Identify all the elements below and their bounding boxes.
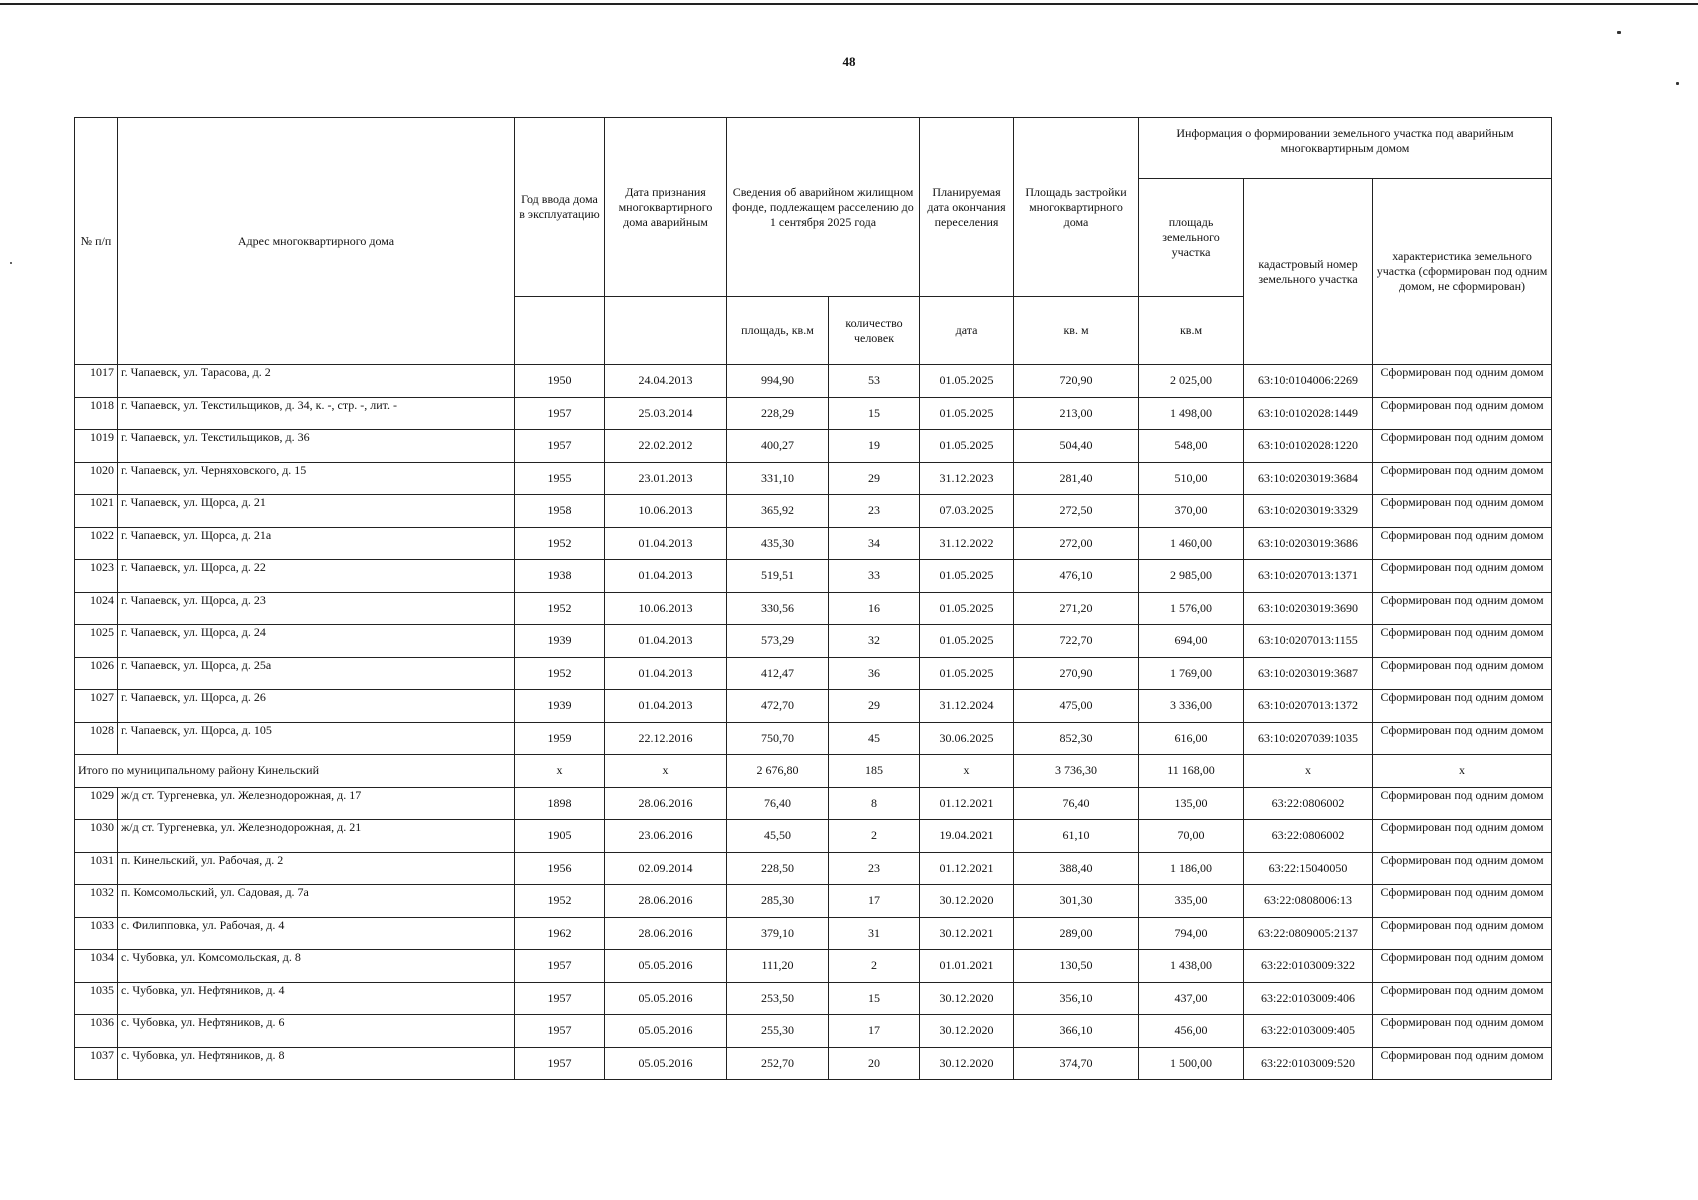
row-build-area: 388,40 [1014,852,1139,885]
row-address: г. Чапаевск, ул. Черняховского, д. 15 [118,462,515,495]
table-row [75,852,1552,885]
row-land-char: Сформирован под одним домом [1373,1015,1552,1048]
row-cadastral: 63:22:0103009:405 [1244,1015,1373,1048]
row-planned-date: 31.12.2024 [920,690,1014,723]
row-land-char: Сформирован под одним домом [1373,950,1552,983]
row-planned-date: 01.05.2025 [920,560,1014,593]
row-year: 1957 [515,430,605,463]
row-area: 253,50 [727,982,829,1015]
top-border-line [0,3,1698,5]
row-land-area: 70,00 [1139,820,1244,853]
row-address: ж/д ст. Тургеневка, ул. Железнодорожная, д. 17 [118,787,515,820]
row-cadastral: 63:10:0207013:1371 [1244,560,1373,593]
table-row [75,722,1552,755]
row-address: г. Чапаевск, ул. Текстильщиков, д. 34, к. -, стр. -, лит. - [118,397,515,430]
row-people: 15 [829,397,920,430]
scan-speck [1617,31,1621,34]
row-land-char: Сформирован под одним домом [1373,1047,1552,1080]
header-row [75,118,1552,179]
row-land-area: 135,00 [1139,787,1244,820]
table-row [75,950,1552,983]
row-address: с. Чубовка, ул. Нефтяников, д. 8 [118,1047,515,1080]
table-row [75,787,1552,820]
row-year: 1952 [515,592,605,625]
row-land-char: Сформирован под одним домом [1373,885,1552,918]
row-area: 228,50 [727,852,829,885]
row-address: с. Чубовка, ул. Нефтяников, д. 6 [118,1015,515,1048]
header-fund: Сведения об аварийном жилищном фонде, подлежащем расселению до 1 сентября 2025 года [727,118,920,297]
row-planned-date: 30.12.2020 [920,885,1014,918]
row-land-area: 370,00 [1139,495,1244,528]
row-year: 1939 [515,690,605,723]
table-row [75,1047,1552,1080]
row-cadastral: 63:22:0809005:2137 [1244,917,1373,950]
row-year: 1905 [515,820,605,853]
row-planned-date: 01.12.2021 [920,787,1014,820]
header-planned-date: Планируемая дата окончания переселения [920,118,1014,297]
row-cadastral: 63:10:0104006:2269 [1244,365,1373,398]
row-planned-date: 01.05.2025 [920,365,1014,398]
row-number: 1022 [75,527,118,560]
row-number: 1037 [75,1047,118,1080]
row-planned-date: 30.12.2020 [920,1047,1014,1080]
row-address: г. Чапаевск, ул. Щорса, д. 21 [118,495,515,528]
row-build-area: 366,10 [1014,1015,1139,1048]
row-address: г. Чапаевск, ул. Щорса, д. 22 [118,560,515,593]
row-people: 23 [829,495,920,528]
row-build-area: 475,00 [1014,690,1139,723]
row-number: 1036 [75,1015,118,1048]
row-land-area: 437,00 [1139,982,1244,1015]
row-area: 519,51 [727,560,829,593]
row-area: 228,29 [727,397,829,430]
row-land-char: Сформирован под одним домом [1373,365,1552,398]
row-number: 1023 [75,560,118,593]
header-sub-people: количество человек [829,297,920,365]
row-land-area: 794,00 [1139,917,1244,950]
row-people: 45 [829,722,920,755]
row-year: 1957 [515,982,605,1015]
row-number: 1035 [75,982,118,1015]
row-build-area: 213,00 [1014,397,1139,430]
page-number: 48 [842,54,856,69]
row-land-char: Сформирован под одним домом [1373,690,1552,723]
row-land-area: 1 769,00 [1139,657,1244,690]
total-people: 185 [829,755,920,788]
row-land-char: Сформирован под одним домом [1373,495,1552,528]
row-address: п. Комсомольский, ул. Садовая, д. 7а [118,885,515,918]
row-area: 472,70 [727,690,829,723]
row-date-recognized: 02.09.2014 [605,852,727,885]
table-body-kinelsky [75,787,1552,1080]
row-planned-date: 01.05.2025 [920,397,1014,430]
table-row [75,657,1552,690]
row-date-recognized: 01.04.2013 [605,690,727,723]
row-land-area: 1 438,00 [1139,950,1244,983]
row-cadastral: 63:10:0207013:1372 [1244,690,1373,723]
row-date-recognized: 01.04.2013 [605,560,727,593]
row-build-area: 722,70 [1014,625,1139,658]
row-land-area: 1 576,00 [1139,592,1244,625]
header-land-area: площадь земельного участка [1139,179,1244,297]
row-address: п. Кинельский, ул. Рабочая, д. 2 [118,852,515,885]
row-land-char: Сформирован под одним домом [1373,657,1552,690]
total-area: 2 676,80 [727,755,829,788]
row-land-area: 548,00 [1139,430,1244,463]
total-plan: x [920,755,1014,788]
row-land-area: 456,00 [1139,1015,1244,1048]
row-year: 1952 [515,885,605,918]
row-planned-date: 31.12.2023 [920,462,1014,495]
row-area: 400,27 [727,430,829,463]
header-sub-date: дата [920,297,1014,365]
row-date-recognized: 23.06.2016 [605,820,727,853]
row-number: 1030 [75,820,118,853]
total-date: x [605,755,727,788]
table-row [75,592,1552,625]
row-build-area: 720,90 [1014,365,1139,398]
table-row [75,430,1552,463]
row-cadastral: 63:22:0103009:520 [1244,1047,1373,1080]
row-number: 1028 [75,722,118,755]
row-area: 111,20 [727,950,829,983]
row-date-recognized: 05.05.2016 [605,1047,727,1080]
row-land-char: Сформирован под одним домом [1373,787,1552,820]
row-people: 17 [829,885,920,918]
row-date-recognized: 10.06.2013 [605,592,727,625]
scan-speck [10,262,12,264]
row-planned-date: 01.05.2025 [920,430,1014,463]
row-people: 8 [829,787,920,820]
row-planned-date: 01.05.2025 [920,657,1014,690]
table-row [75,527,1552,560]
row-cadastral: 63:10:0207039:1035 [1244,722,1373,755]
header-sub-land-unit: кв.м [1139,297,1244,365]
row-cadastral: 63:22:0103009:406 [1244,982,1373,1015]
row-year: 1959 [515,722,605,755]
total-label: Итого по муниципальному району Кинельский [75,755,515,788]
row-year: 1957 [515,397,605,430]
row-year: 1898 [515,787,605,820]
row-people: 34 [829,527,920,560]
row-planned-date: 30.12.2020 [920,1015,1014,1048]
row-number: 1026 [75,657,118,690]
row-cadastral: 63:22:0806002 [1244,820,1373,853]
row-address: г. Чапаевск, ул. Тарасова, д. 2 [118,365,515,398]
header-sub-area: площадь, кв.м [727,297,829,365]
row-people: 36 [829,657,920,690]
row-date-recognized: 28.06.2016 [605,787,727,820]
total-land: 11 168,00 [1139,755,1244,788]
row-people: 15 [829,982,920,1015]
row-year: 1952 [515,527,605,560]
row-build-area: 281,40 [1014,462,1139,495]
row-year: 1938 [515,560,605,593]
table-total [75,755,1552,788]
row-year: 1962 [515,917,605,950]
row-cadastral: 63:10:0203019:3690 [1244,592,1373,625]
row-build-area: 289,00 [1014,917,1139,950]
row-year: 1952 [515,657,605,690]
table-row [75,365,1552,398]
row-cadastral: 63:10:0102028:1220 [1244,430,1373,463]
row-address: г. Чапаевск, ул. Щорса, д. 24 [118,625,515,658]
row-number: 1034 [75,950,118,983]
row-date-recognized: 01.04.2013 [605,625,727,658]
row-address: ж/д ст. Тургеневка, ул. Железнодорожная, д. 21 [118,820,515,853]
table-row [75,1015,1552,1048]
row-build-area: 301,30 [1014,885,1139,918]
row-land-char: Сформирован под одним домом [1373,820,1552,853]
row-area: 285,30 [727,885,829,918]
row-land-char: Сформирован под одним домом [1373,560,1552,593]
row-year: 1958 [515,495,605,528]
row-land-char: Сформирован под одним домом [1373,527,1552,560]
row-address: г. Чапаевск, ул. Щорса, д. 25а [118,657,515,690]
row-people: 32 [829,625,920,658]
row-land-char: Сформирован под одним домом [1373,462,1552,495]
row-land-area: 3 336,00 [1139,690,1244,723]
row-land-area: 510,00 [1139,462,1244,495]
row-land-char: Сформирован под одним домом [1373,917,1552,950]
row-area: 330,56 [727,592,829,625]
row-number: 1027 [75,690,118,723]
row-cadastral: 63:10:0203019:3686 [1244,527,1373,560]
row-address: г. Чапаевск, ул. Текстильщиков, д. 36 [118,430,515,463]
row-land-char: Сформирован под одним домом [1373,852,1552,885]
row-number: 1021 [75,495,118,528]
table-row [75,690,1552,723]
row-number: 1031 [75,852,118,885]
row-cadastral: 63:10:0203019:3684 [1244,462,1373,495]
row-cadastral: 63:22:0806002 [1244,787,1373,820]
row-area: 331,10 [727,462,829,495]
row-date-recognized: 05.05.2016 [605,1015,727,1048]
row-year: 1956 [515,852,605,885]
row-address: с. Чубовка, ул. Нефтяников, д. 4 [118,982,515,1015]
total-build: 3 736,30 [1014,755,1139,788]
row-area: 365,92 [727,495,829,528]
row-date-recognized: 05.05.2016 [605,950,727,983]
row-address: с. Чубовка, ул. Комсомольская, д. 8 [118,950,515,983]
row-address: с. Филипповка, ул. Рабочая, д. 4 [118,917,515,950]
row-land-area: 616,00 [1139,722,1244,755]
row-planned-date: 30.06.2025 [920,722,1014,755]
row-people: 31 [829,917,920,950]
row-number: 1029 [75,787,118,820]
row-cadastral: 63:10:0102028:1449 [1244,397,1373,430]
row-cadastral: 63:22:0808006:13 [1244,885,1373,918]
scan-speck [1676,82,1679,85]
row-people: 19 [829,430,920,463]
row-date-recognized: 01.04.2013 [605,657,727,690]
row-build-area: 130,50 [1014,950,1139,983]
row-address: г. Чапаевск, ул. Щорса, д. 105 [118,722,515,755]
housing-register-table [74,117,1552,1080]
header-land-info: Информация о формировании земельного участка под аварийным многоквартирным домом [1139,118,1552,179]
row-planned-date: 01.05.2025 [920,625,1014,658]
total-row [75,755,1552,788]
row-planned-date: 01.01.2021 [920,950,1014,983]
row-area: 379,10 [727,917,829,950]
row-cadastral: 63:22:15040050 [1244,852,1373,885]
row-build-area: 271,20 [1014,592,1139,625]
row-cadastral: 63:10:0203019:3687 [1244,657,1373,690]
row-address: г. Чапаевск, ул. Щорса, д. 21а [118,527,515,560]
table-row [75,982,1552,1015]
row-land-area: 1 186,00 [1139,852,1244,885]
table-body-chapaevsk [75,365,1552,755]
row-people: 23 [829,852,920,885]
row-land-area: 1 460,00 [1139,527,1244,560]
row-area: 573,29 [727,625,829,658]
total-char: x [1373,755,1552,788]
header-date-recognized: Дата признания многоквартирного дома аварийным [605,118,727,297]
table-row [75,397,1552,430]
row-land-area: 694,00 [1139,625,1244,658]
row-number: 1017 [75,365,118,398]
row-cadastral: 63:22:0103009:322 [1244,950,1373,983]
row-area: 45,50 [727,820,829,853]
row-planned-date: 01.12.2021 [920,852,1014,885]
row-land-char: Сформирован под одним домом [1373,722,1552,755]
row-land-char: Сформирован под одним домом [1373,625,1552,658]
row-build-area: 356,10 [1014,982,1139,1015]
row-address: г. Чапаевск, ул. Щорса, д. 26 [118,690,515,723]
row-number: 1020 [75,462,118,495]
table-row [75,625,1552,658]
row-number: 1033 [75,917,118,950]
row-year: 1957 [515,950,605,983]
row-build-area: 374,70 [1014,1047,1139,1080]
table-row [75,820,1552,853]
row-build-area: 61,10 [1014,820,1139,853]
row-land-area: 1 498,00 [1139,397,1244,430]
header-sub-build-unit: кв. м [1014,297,1139,365]
total-cad: x [1244,755,1373,788]
row-year: 1957 [515,1047,605,1080]
row-cadastral: 63:10:0203019:3329 [1244,495,1373,528]
row-area: 750,70 [727,722,829,755]
row-date-recognized: 10.06.2013 [605,495,727,528]
header-build-area: Площадь застройки многоквартирного дома [1014,118,1139,297]
row-people: 29 [829,690,920,723]
table-row [75,885,1552,918]
row-people: 53 [829,365,920,398]
row-build-area: 504,40 [1014,430,1139,463]
row-area: 252,70 [727,1047,829,1080]
row-build-area: 852,30 [1014,722,1139,755]
table-row [75,495,1552,528]
row-number: 1032 [75,885,118,918]
header-date-sub [605,297,727,365]
row-date-recognized: 23.01.2013 [605,462,727,495]
row-people: 33 [829,560,920,593]
row-build-area: 272,50 [1014,495,1139,528]
row-date-recognized: 24.04.2013 [605,365,727,398]
row-date-recognized: 01.04.2013 [605,527,727,560]
row-cadastral: 63:10:0207013:1155 [1244,625,1373,658]
row-land-area: 2 985,00 [1139,560,1244,593]
row-build-area: 272,00 [1014,527,1139,560]
total-year: x [515,755,605,788]
row-land-area: 335,00 [1139,885,1244,918]
header-year-sub [515,297,605,365]
row-build-area: 270,90 [1014,657,1139,690]
row-area: 255,30 [727,1015,829,1048]
row-people: 29 [829,462,920,495]
row-planned-date: 30.12.2020 [920,982,1014,1015]
row-date-recognized: 28.06.2016 [605,917,727,950]
row-number: 1019 [75,430,118,463]
row-planned-date: 31.12.2022 [920,527,1014,560]
row-build-area: 476,10 [1014,560,1139,593]
header-year: Год ввода дома в эксплуатацию [515,118,605,297]
row-area: 435,30 [727,527,829,560]
row-area: 76,40 [727,787,829,820]
row-date-recognized: 28.06.2016 [605,885,727,918]
row-people: 17 [829,1015,920,1048]
row-build-area: 76,40 [1014,787,1139,820]
row-land-char: Сформирован под одним домом [1373,592,1552,625]
row-people: 2 [829,950,920,983]
row-year: 1950 [515,365,605,398]
row-date-recognized: 22.12.2016 [605,722,727,755]
row-planned-date: 30.12.2021 [920,917,1014,950]
header-cadastral: кадастровый номер земельного участка [1244,179,1373,365]
row-year: 1955 [515,462,605,495]
row-land-char: Сформирован под одним домом [1373,397,1552,430]
row-area: 994,90 [727,365,829,398]
table-row [75,560,1552,593]
header-land-char: характеристика земельного участка (сформирован под одним домом, не сформирован) [1373,179,1552,365]
table-row [75,462,1552,495]
row-land-area: 2 025,00 [1139,365,1244,398]
row-number: 1018 [75,397,118,430]
row-people: 2 [829,820,920,853]
row-address: г. Чапаевск, ул. Щорса, д. 23 [118,592,515,625]
row-number: 1025 [75,625,118,658]
row-date-recognized: 25.03.2014 [605,397,727,430]
header-address: Адрес многоквартирного дома [118,118,515,365]
row-planned-date: 01.05.2025 [920,592,1014,625]
row-land-char: Сформирован под одним домом [1373,982,1552,1015]
row-land-char: Сформирован под одним домом [1373,430,1552,463]
header-num: № п/п [75,118,118,365]
row-land-area: 1 500,00 [1139,1047,1244,1080]
row-area: 412,47 [727,657,829,690]
row-date-recognized: 22.02.2012 [605,430,727,463]
row-people: 20 [829,1047,920,1080]
row-year: 1957 [515,1015,605,1048]
row-year: 1939 [515,625,605,658]
row-date-recognized: 05.05.2016 [605,982,727,1015]
row-planned-date: 07.03.2025 [920,495,1014,528]
row-planned-date: 19.04.2021 [920,820,1014,853]
table-row [75,917,1552,950]
row-people: 16 [829,592,920,625]
row-number: 1024 [75,592,118,625]
